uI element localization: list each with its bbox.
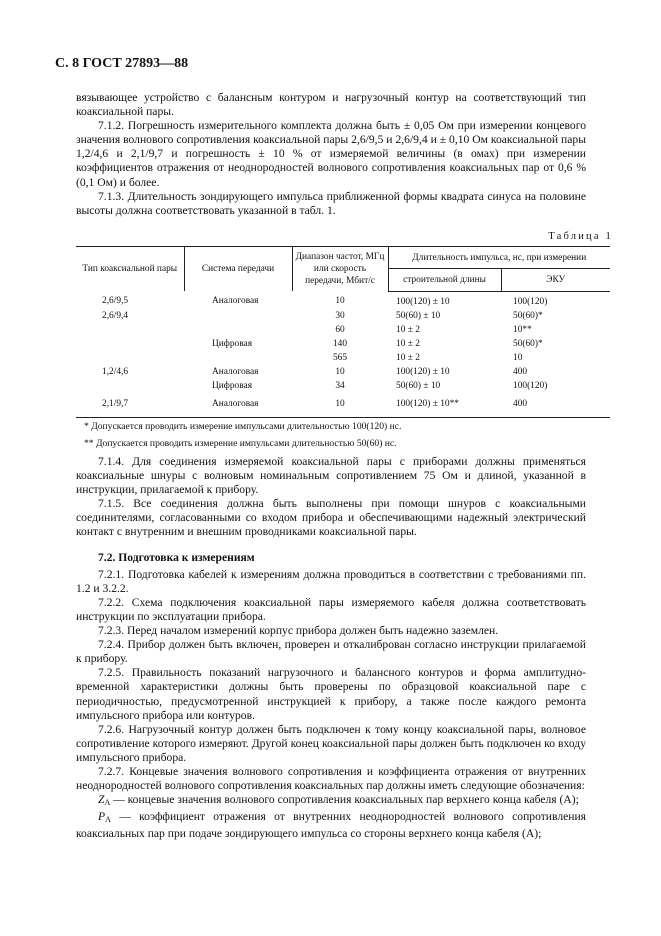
cell-eku: 100(120) (513, 380, 548, 391)
table-notes (84, 418, 401, 452)
cell-system (184, 352, 292, 366)
header-type: Тип коаксиальной пары (76, 247, 184, 292)
cell-eku: 400 (513, 366, 528, 377)
header-eku: ЭКУ (501, 269, 610, 291)
table-note: ** Допускается проводить измерение импульсами длительностью 50(60) нс. (84, 438, 397, 449)
cell-type (76, 338, 184, 352)
cell-type (76, 380, 184, 394)
za-symbol: Z (98, 793, 105, 807)
section-heading: 7.2. Подготовка к измерениям (98, 550, 255, 564)
cell-system (184, 324, 292, 338)
cell-building: 100(120) ± 10 (396, 366, 450, 377)
cell-eku: 10 (513, 352, 523, 363)
cell-system: Аналоговая (212, 366, 259, 377)
cell-system: Цифровая (212, 338, 253, 349)
cell-eku: 10** (513, 324, 532, 335)
cell-eku: 400 (501, 394, 610, 418)
cell-building: 50(60) ± 10 (396, 310, 441, 321)
cell-type: 2,6/9,4 (102, 310, 129, 321)
paragraph-7-2-4: 7.2.4. Прибор должен быть включен, проверен и откалиброван согласно инструкции прилагаемой к прибору. (76, 638, 586, 666)
table-row (76, 394, 610, 418)
table-row (76, 291, 610, 310)
cell-building: 10 ± 2 (396, 352, 420, 363)
cell-type: 2,1/9,7 (76, 394, 184, 418)
cell-range: 30 (335, 310, 345, 321)
definition-pa (76, 810, 586, 841)
table-row (76, 338, 610, 352)
cell-type (76, 352, 184, 366)
cell-range: 34 (335, 380, 345, 391)
text-block-top (76, 91, 586, 218)
za-subscript: A (104, 798, 111, 808)
cell-range: 565 (332, 352, 348, 363)
cell-system: Аналоговая (212, 296, 259, 306)
header-range: Диапазон частот, МГц или скорость передачи, Мбит/с (292, 247, 388, 292)
cell-range: 140 (332, 338, 348, 349)
table-note: * Допускается проводить измерение импульсами длительностью 100(120) нс. (84, 421, 402, 432)
cell-building: 100(120) ± 10** (388, 394, 501, 418)
cell-system: Аналоговая (184, 394, 292, 418)
table-1 (76, 246, 610, 418)
cell-type: 1,2/4,6 (102, 366, 129, 377)
table-row (76, 380, 610, 394)
cell-eku: 50(60)* (513, 310, 543, 321)
paragraph-7-1-5: 7.1.5. Все соединения должна быть выполнены при помощи шнуров с коаксиальными соединителями, согласованными со входом прибора и обеспечивающими надежный электрический контакт с внутренним и внешним проводниками коаксиальной пары. (76, 497, 586, 539)
paragraph-7-1-4: 7.1.4. Для соединения измеряемой коаксиальной пары с приборами должны применяться коаксиальные шнуры с волновым номинальным сопротивлением 75 Ом и длиной, указанной в инструкции, прилагаемой к прибору. (76, 455, 586, 497)
cell-range: 60 (335, 324, 345, 335)
pa-subscript: A (105, 815, 111, 825)
cell-eku: 100(120) (513, 296, 548, 307)
cell-building: 50(60) ± 10 (396, 380, 441, 391)
cell-eku: 50(60)* (513, 338, 543, 349)
cell-type: 2,6/9,5 (102, 296, 129, 306)
cell-building: 100(120) ± 10 (396, 296, 450, 307)
paragraph-7-2-7: 7.2.7. Концевые значения волнового сопротивления и коэффициента отражения от внутренних неоднородностей волнового сопротивления коаксиальных пар должны иметь следующие обозначения: (76, 764, 586, 793)
cell-type (76, 324, 184, 338)
definition-za (76, 793, 586, 810)
cell-building: 10 ± 2 (396, 338, 420, 349)
cell-range: 10 (292, 394, 388, 418)
paragraph-7-1-2: 7.1.2. Погрешность измерительного комплекта должна быть ± 0,05 Ом при измерении концевого значения волнового сопротивления коаксиальной пары 2,6/9,5 и 2,6/9,4 и ± 0,10 Ом коаксиальной пары 1,2/4,6 и 2,1/9,7 и погрешность ± 10 % от измеряемой величины (в омах) при измерении коэффициентов отражения от неоднородностей волнового сопротивления коаксиальных пар от 0,6 % (0,1 Ом) и более. (76, 119, 586, 189)
paragraph-7-2-1: 7.2.1. Подготовка кабелей к измерениям должна проводиться в соответствии с требованиями пп. 1.2 и 3.2.2. (76, 567, 586, 595)
page-header: С. 8 ГОСТ 27893—88 (55, 56, 189, 71)
table-caption: Таблица 1 (548, 231, 613, 242)
table-row (76, 324, 610, 338)
table-row (76, 366, 610, 380)
text-block-bottom (76, 455, 586, 841)
header-building: строительной длины (388, 269, 501, 291)
cell-building: 10 ± 2 (396, 324, 420, 335)
cell-range: 10 (335, 366, 345, 377)
cell-system (184, 310, 292, 324)
paragraph-7-2-2: 7.2.2. Схема подключения коаксиальной пары измеряемого кабеля должна соответствовать инструкции по эксплуатации прибора. (76, 595, 586, 623)
pa-text: — коэффициент отражения от внутренних неоднородностей волнового сопротивления коаксиальных пар при подаче зондирующего импульса со стороны верхнего конца кабеля (А); (76, 810, 586, 841)
pa-symbol: P (98, 810, 106, 824)
za-text: — концевые значения волнового сопротивления коаксиальных пар верхнего конца кабеля (А); (110, 793, 579, 807)
cell-range: 10 (335, 296, 345, 306)
table-row (76, 310, 610, 324)
header-duration: Длительность импульса, нс, при измерении (388, 247, 610, 269)
paragraph-intro: вязывающее устройство с балансным контуром и нагрузочный контур на соответствующий тип коаксиальной пары. (76, 91, 586, 119)
paragraph-7-2-5: 7.2.5. Правильность показаний нагрузочного и балансного контуров и форма амплитудно-временной характеристики должны быть проверены по образцовой коаксиальной паре с периодичностью, предусмотренной инструкцией к прибору, а также после каждого ремонта импульсного прибора или контуров. (76, 666, 586, 722)
cell-system: Цифровая (212, 380, 253, 391)
header-system: Система передачи (184, 247, 292, 292)
paragraph-7-2-3: 7.2.3. Перед началом измерений корпус прибора должен быть надежно заземлен. (98, 624, 499, 638)
table-row (76, 352, 610, 366)
paragraph-7-2-6: 7.2.6. Нагрузочный контур должен быть подключен к тому концу коаксиальной пары, волновое сопротивление которого измеряют. Другой конец коаксиальной пары должен быть подключен ко входу импульсного прибора. (76, 722, 586, 764)
paragraph-7-1-3: 7.1.3. Длительность зондирующего импульса приближенной формы квадрата синуса на половине высоты должна соответствовать указанной в табл. 1. (76, 189, 586, 217)
